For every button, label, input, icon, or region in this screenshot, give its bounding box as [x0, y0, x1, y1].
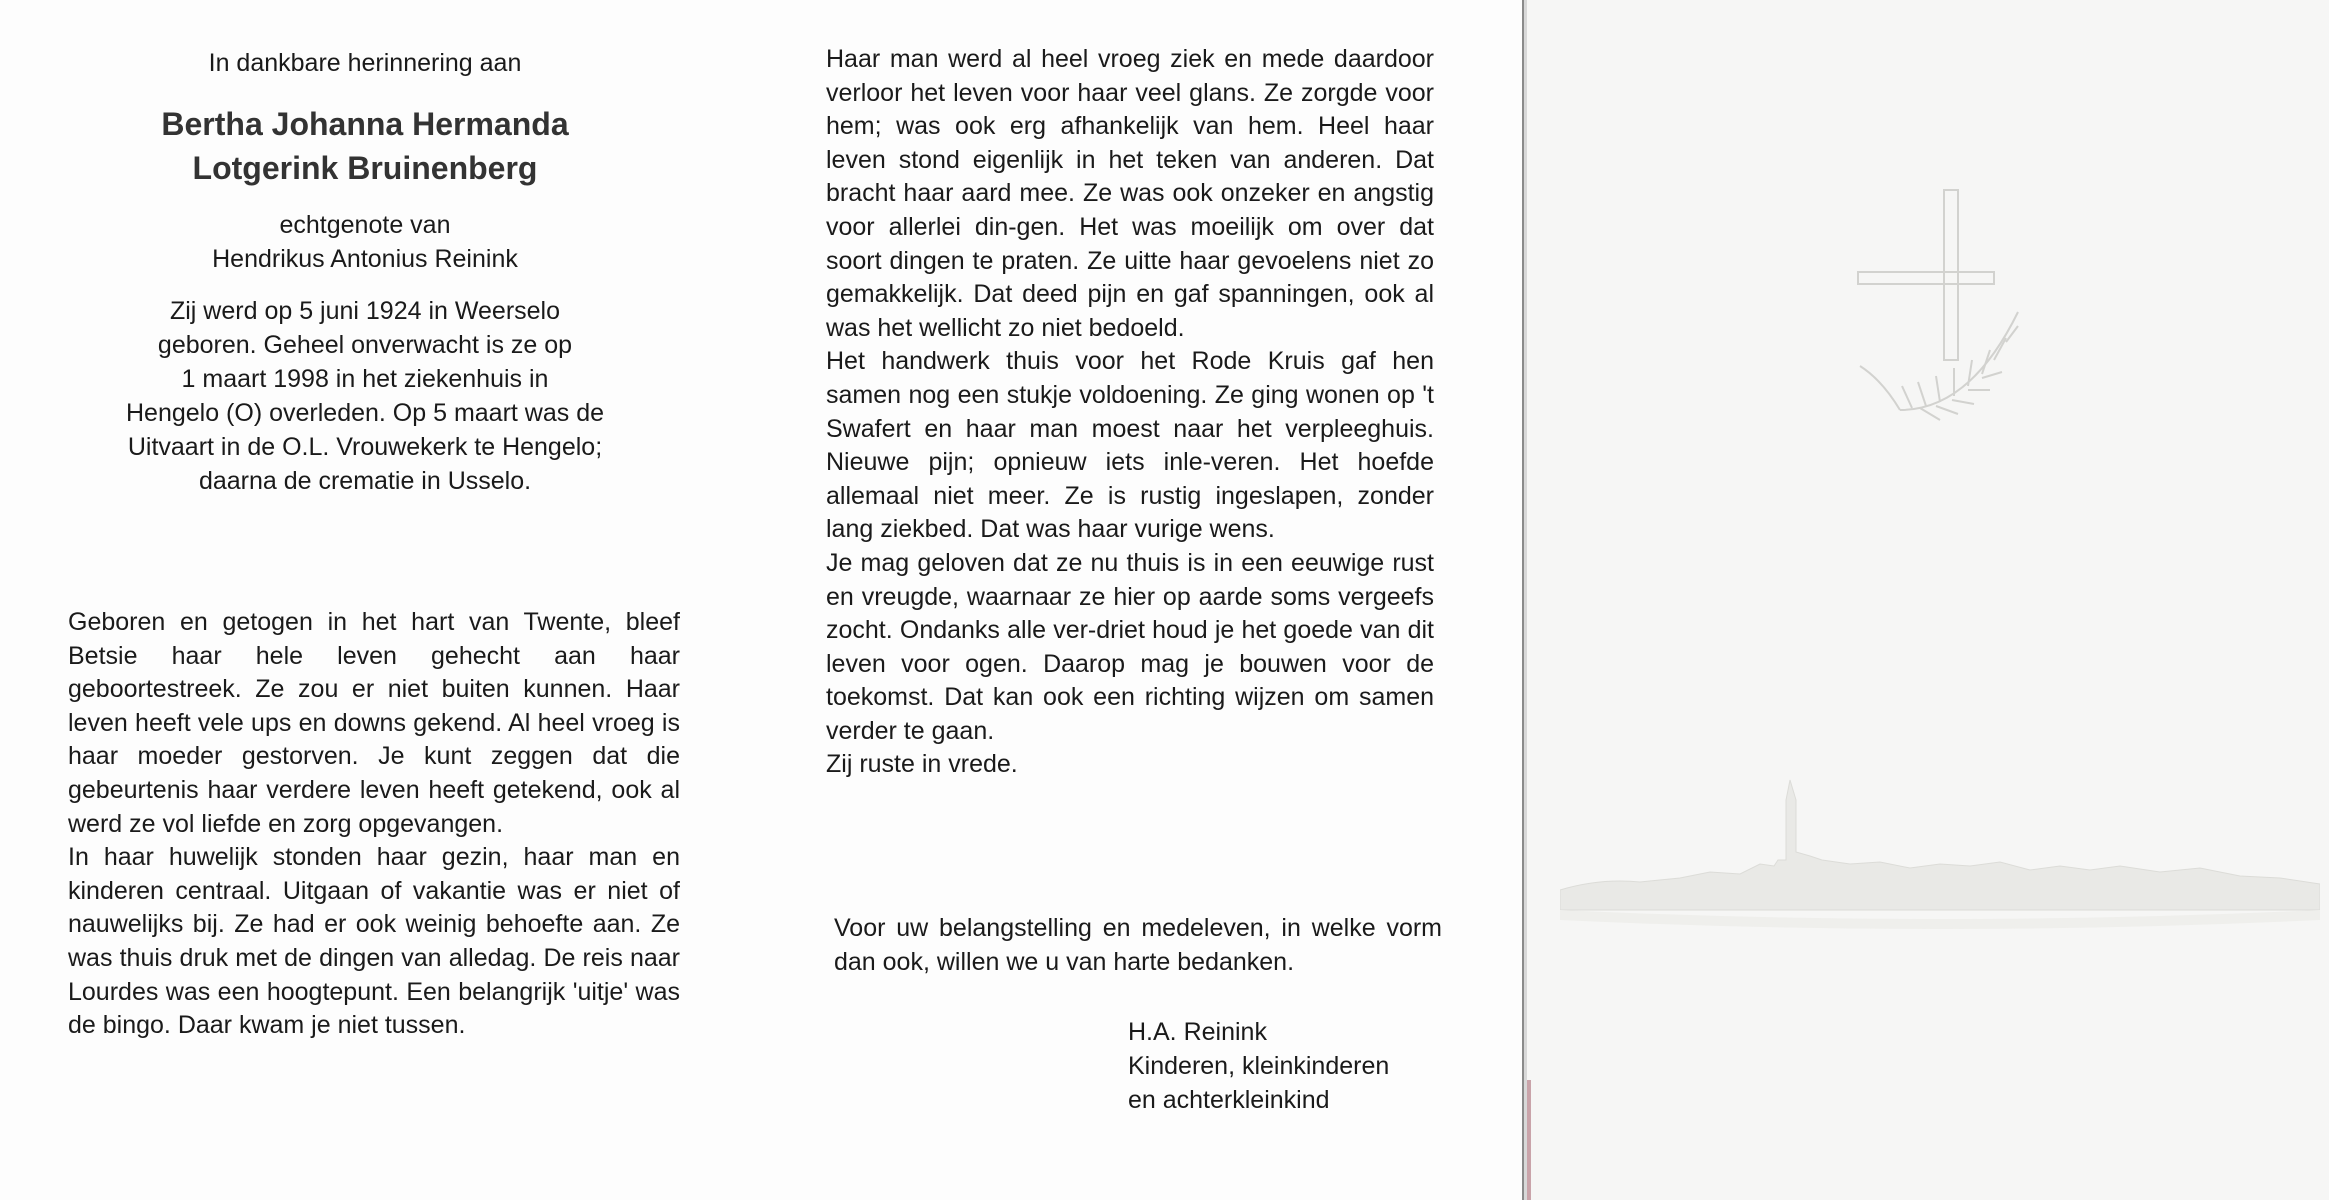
name-line-2: Lotgerink Bruinenberg	[192, 150, 538, 186]
bio-line: Hengelo (O) overleden. Op 5 maart was de	[125, 399, 604, 427]
spouse-name: Hendrikus Antonius Reinink	[212, 245, 518, 273]
paragraph: Haar man werd al heel vroeg ziek en mede daardoor verloor het leven voor haar veel glans. Ze zorgde voor hem; was ook erg afhankelijk van hem. Heel haar leven stond eigenlijk in het teken van anderen. Dat bracht haar aard mee. Ze was ook onzeker en angstig voor allerlei din-gen. Het was moeilijk om over dat soort dingen te praten. Ze uitte haar gevoelens niet zo gemakkelijk. Dat deed pijn en gaf spanningen, ook al was het wellicht zo niet bedoeld.	[826, 45, 1434, 342]
signature-block	[1128, 1015, 1458, 1117]
signature-line-3: en achterkleinkind	[1128, 1086, 1330, 1114]
bio-line: daarna de crematie in Usselo.	[198, 467, 532, 495]
village-skyline-icon	[1560, 760, 2320, 960]
skyline-silhouette	[1560, 780, 2320, 910]
cross-icon	[1840, 180, 2030, 450]
name-line-1: Bertha Johanna Hermanda	[161, 106, 569, 142]
thanks-text	[834, 912, 1442, 979]
skyline-ground	[1560, 910, 2320, 929]
edge-mark	[1527, 1080, 1531, 1200]
left-body-text	[68, 606, 680, 1043]
bio-line: geboren. Geheel onverwacht is ze op	[157, 331, 573, 359]
paragraph: In haar huwelijk stonden haar gezin, haar man en kinderen centraal. Uitgaan of vakantie was er niet of nauwelijks bij. Ze had er ook weinig behoefte aan. Ze was thuis druk met de dingen van alledag. De reis naar Lourdes was een hoogtepunt. Een belangrijk 'uitje' was de bingo. Daar kwam je niet tussen.	[68, 843, 680, 1040]
card-header	[60, 46, 670, 498]
bio-line: Uitvaart in de O.L. Vrouwekerk te Hengelo;	[127, 433, 603, 461]
signature-line-1: H.A. Reinink	[1128, 1018, 1267, 1046]
signature-line-2: Kinderen, kleinkinderen	[1128, 1052, 1390, 1080]
bio-block	[60, 294, 670, 498]
bio-line: 1 maart 1998 in het ziekenhuis in	[181, 365, 549, 393]
paragraph: Geboren en getogen in het hart van Twente, bleef Betsie haar hele leven gehecht aan haar geboortestreek. Ze zou er niet buiten kunnen. Haar leven heeft vele ups en downs gekend. Al heel vroeg is haar moeder gestorven. Je kunt zeggen dat die gebeurtenis haar verdere leven heeft getekend, ook al werd ze vol liefde en zorg opgevangen.	[68, 608, 680, 838]
paragraph: Je mag geloven dat ze nu thuis is in een eeuwige rust en vreugde, waarnaar ze hier op aarde soms vergeefs zocht. Ondanks alle ver-driet houd je het goede van dit leven voor ogen. Daarop mag je bouwen voor de toekomst. Dat kan ook een richting wijzen om samen verder te gaan.	[826, 548, 1434, 745]
cross-horizontal	[1858, 272, 1994, 284]
spouse-block	[60, 208, 670, 276]
intro-line: In dankbare herinnering aan	[208, 49, 522, 77]
paragraph: Zij ruste in vrede.	[826, 750, 1018, 779]
cross-vertical	[1944, 190, 1958, 360]
palm-stem	[1860, 366, 1900, 410]
spouse-label: echtgenote van	[279, 211, 451, 239]
thanks-paragraph: Voor uw belangstelling en medeleven, in welke vorm dan ook, willen we u van harte bedanken.	[834, 914, 1442, 976]
paragraph: Het handwerk thuis voor het Rode Kruis gaf hen samen nog een stukje voldoening. Ze ging wonen op 't Swafert en haar man moest naar het verpleeghuis. Nieuwe pijn; opnieuw iets inle-veren. Het hoefde allemaal niet meer. Ze is rustig ingeslapen, zonder lang ziekbed. Dat was haar vurige wens.	[826, 347, 1434, 544]
deceased-name	[60, 102, 670, 190]
fold-shadow	[1524, 0, 1527, 1200]
bio-line: Zij werd op 5 juni 1924 in Weerselo	[169, 297, 561, 325]
middle-body-text	[826, 43, 1434, 782]
